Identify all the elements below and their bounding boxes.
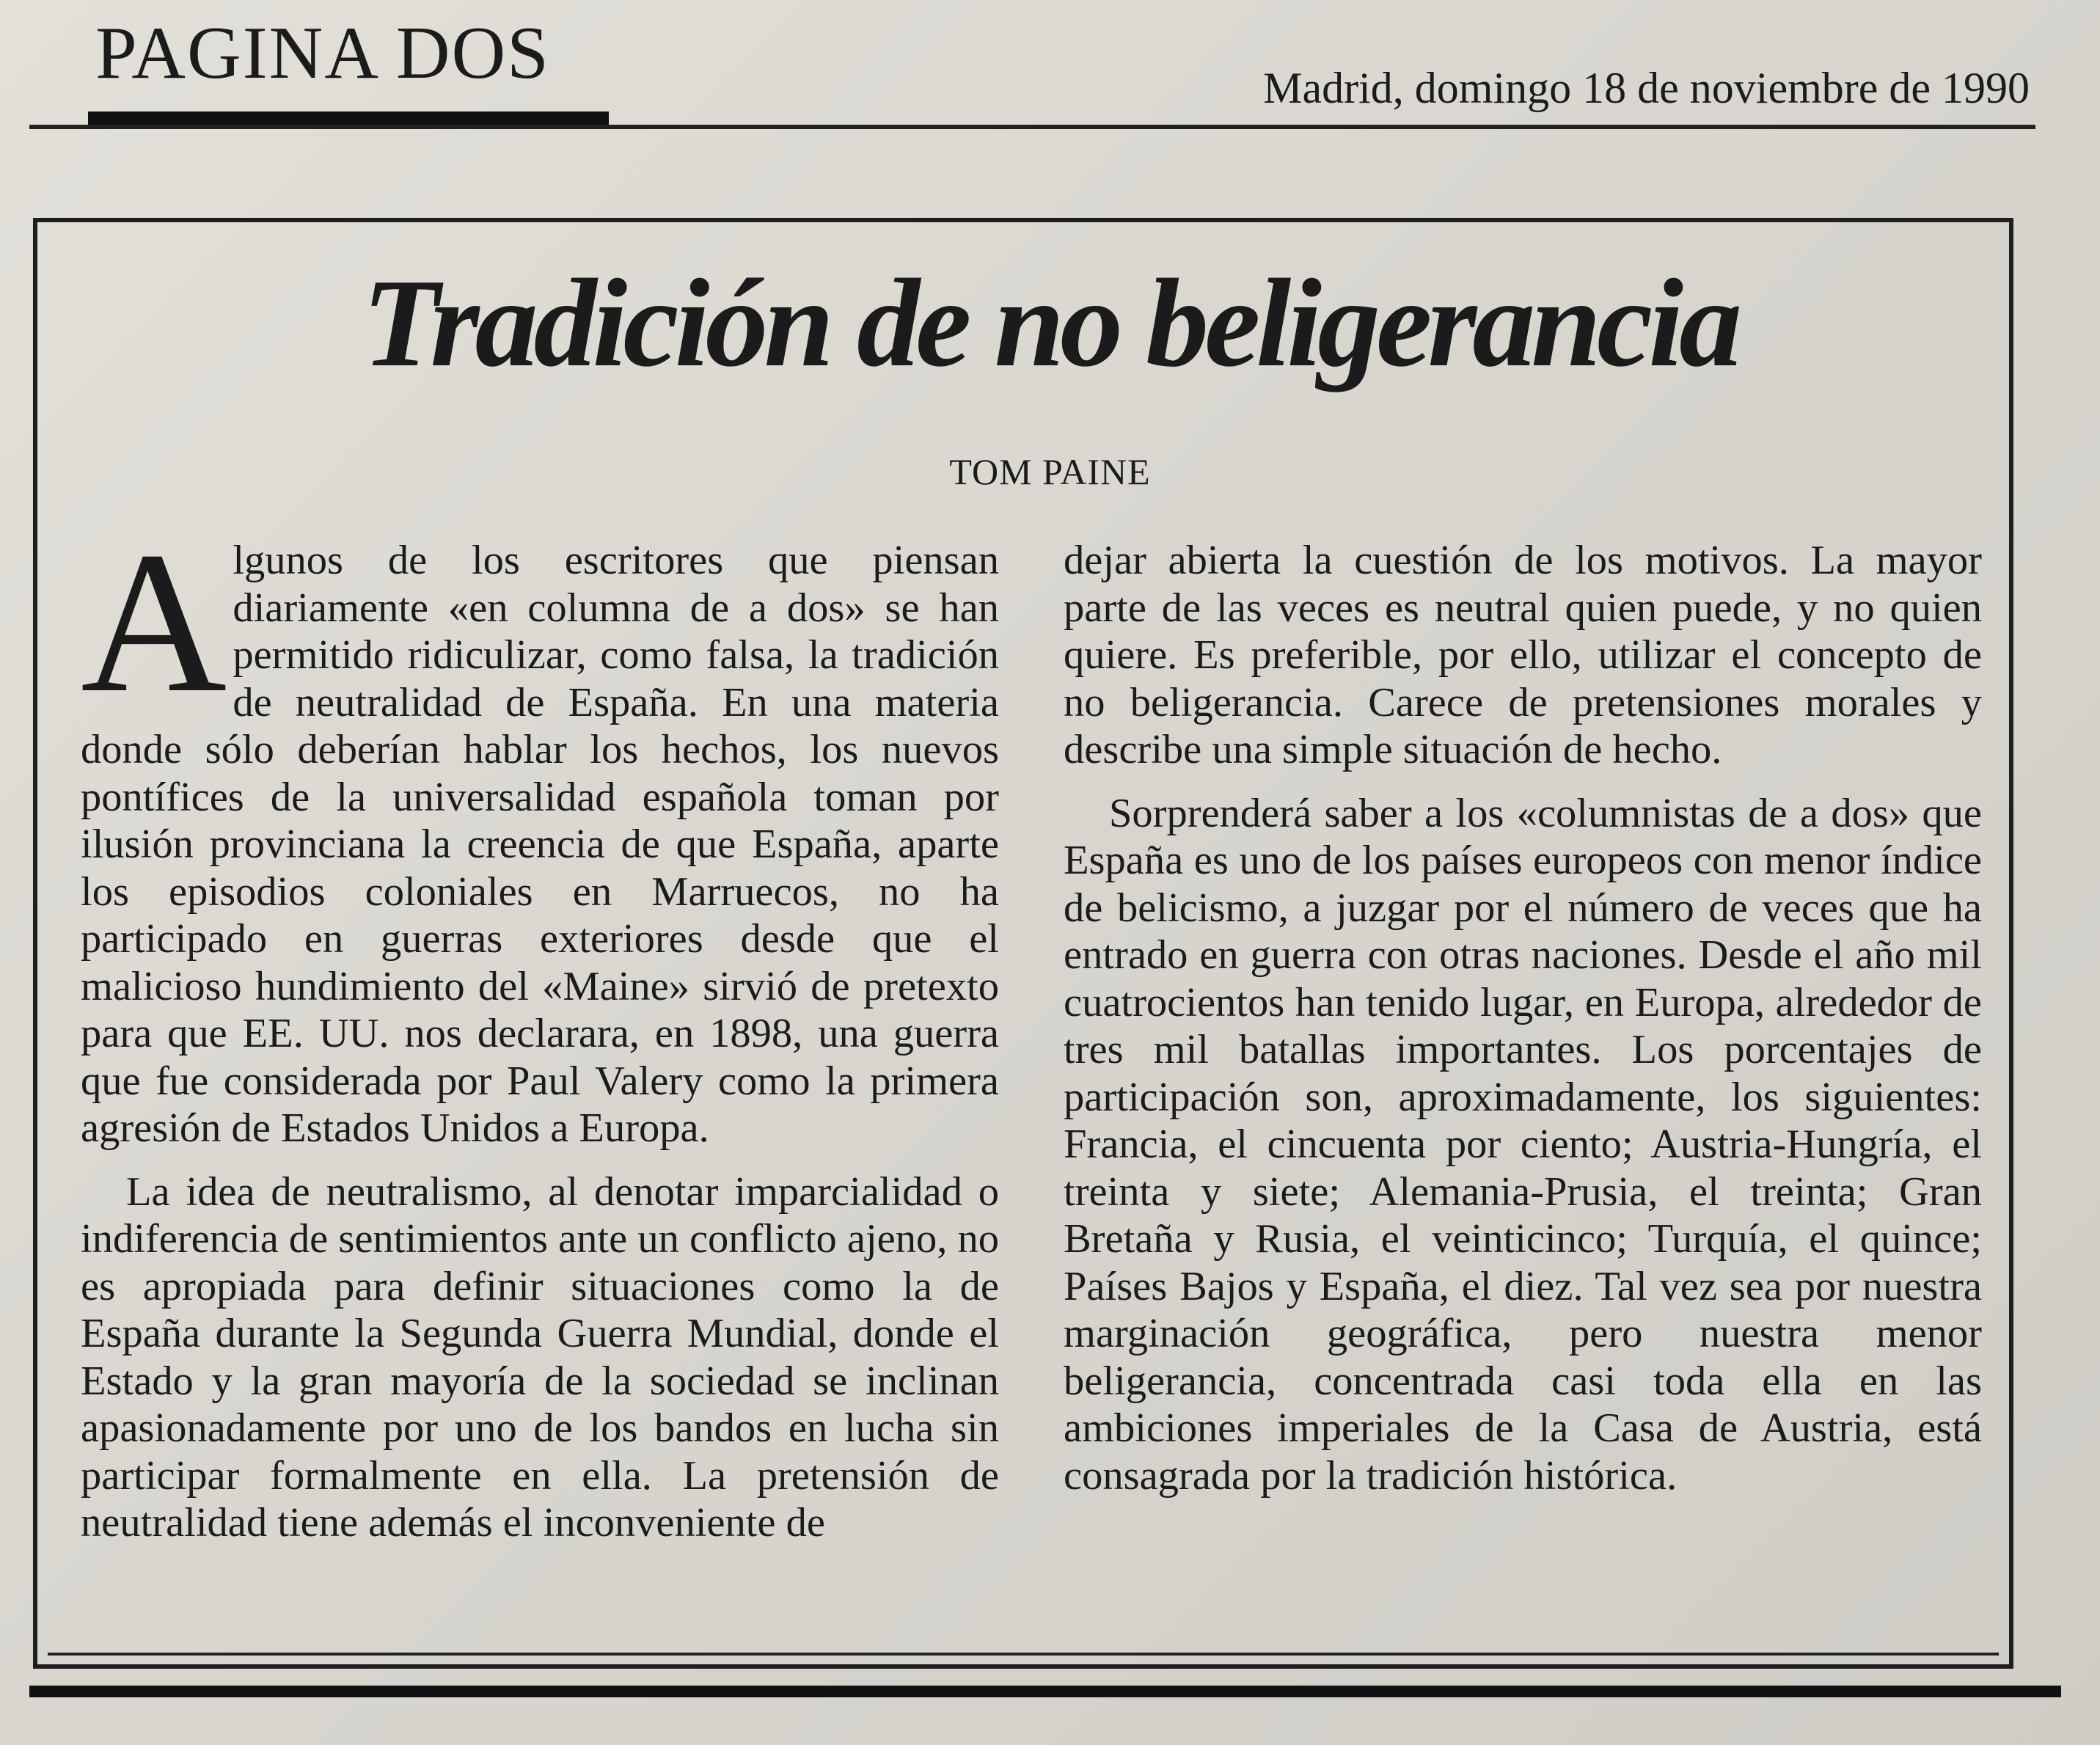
drop-cap: A — [81, 510, 227, 734]
article-byline: TOM PAINE — [949, 451, 1151, 492]
section-label: PAGINA DOS — [95, 12, 550, 95]
article-column-right — [1064, 537, 1982, 1499]
article-paragraph: Sorprenderá saber a los «columnistas de a dos» que España es uno de los países europeos con menor índice de belicismo, a juzgar por el número de veces que ha entrado en guerra con otras naciones. Desde el año mil cuatrocientos han tenido lugar, en Europa, alrededor de tres mil batallas importantes. Los porcentajes de participación son, aproximadamente, los siguientes: Francia, el cincuenta por ciento; Austria-Hungría, el treinta y siete; Alemania-Prusia, el treinta; Gran Bretaña y Rusia, el veinticinco; Turquía, el quince; Países Bajos y España, el diez. Tal vez sea por nuestra marginación geográfica, pero nuestra menor beligerancia, concentrada casi toda ella en las ambiciones imperiales de la Casa de Austria, está consagrada por la tradición histórica. — [1064, 790, 1982, 1499]
header-rule — [29, 125, 2035, 129]
article-title: Tradición de no beligerancia — [362, 254, 1738, 393]
article-paragraph: dejar abierta la cuestión de los motivos. La mayor parte de las veces es neutral quien puede, y no quien quiere. Es preferible, por ello, utilizar el concepto de no beligerancia. Carece de pretensiones morales y describe una simple situación de hecho. — [1064, 538, 1982, 772]
article-column-left — [81, 510, 999, 1547]
bottom-rule — [29, 1686, 2061, 1697]
article-paragraph: La idea de neutralismo, al denotar imparcialidad o indiferencia de sentimientos ante un conflicto ajeno, no es apropiada para definir situaciones como la de España durante la Segunda Guerra Mundial, donde el Estado y la gran mayoría de la sociedad se inclinan apasionadamente por uno de los bandos en lucha sin participar formalmente en ella. La pretensión de neutralidad tiene además el inconveniente de — [81, 1168, 999, 1545]
section-underline — [88, 111, 609, 126]
article-paragraph — [81, 510, 999, 1152]
dateline: Madrid, domingo 18 de noviembre de 1990 — [1263, 64, 2030, 112]
article-paragraph-text: lgunos de los escritores que piensan diariamente «en columna de a dos» se han permitido ridiculizar, como falsa, la tradición de neutralidad de España. En una materia donde sólo deberían hablar los hechos, los nuevos pontífices de la universalidad española toman por ilusión provinciana la creencia de que España, aparte los episodios coloniales en Marruecos, no ha participado en guerras exteriores desde que el malicioso hundimiento del «Maine» sirvió de pretexto para que EE. UU. nos declarara, en 1898, una guerra que fue considerada por Paul Valery como la primera agresión de Estados Unidos a Europa. — [81, 538, 999, 1151]
